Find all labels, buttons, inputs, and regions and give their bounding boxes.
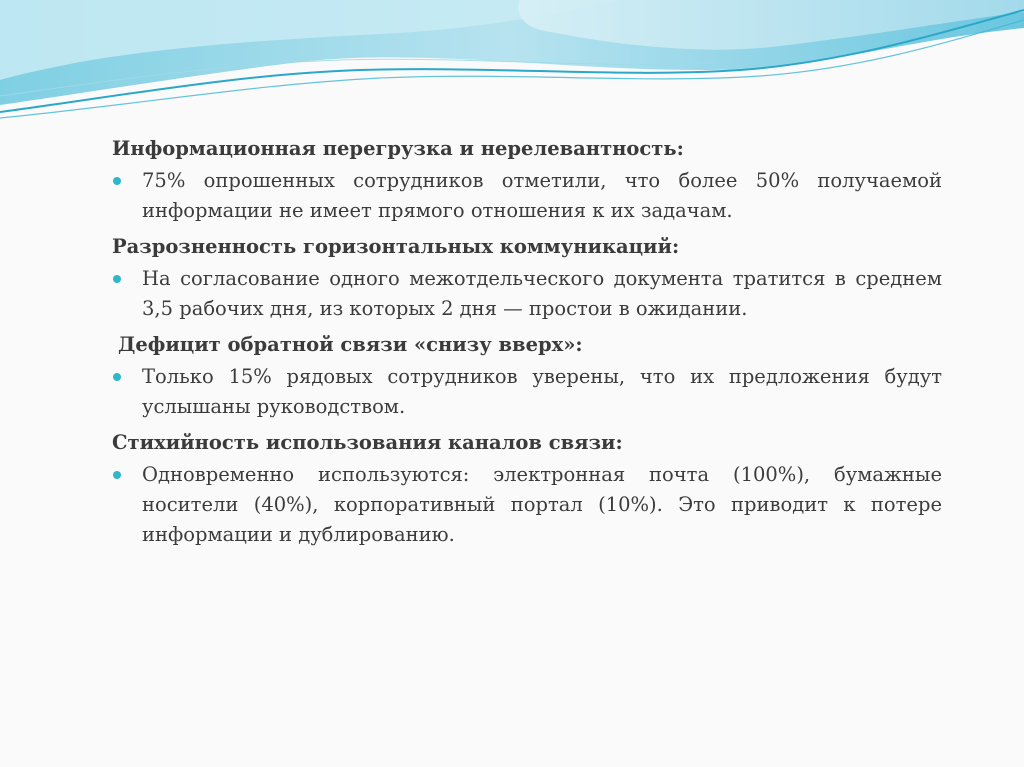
section-heading-feedback-deficit: Дефицит обратной связи «снизу вверх»: [118,333,583,356]
section-heading-information-overload: Информационная перегрузка и нерелевантность: [112,137,684,160]
bullet-text: Одновременно используются: электронная почта (100%), бумажные носители (40%), корпоративный портал (10%). Это приводит к потере информации и дублированию. [142,463,942,546]
section-heading-channel-usage: Стихийность использования каналов связи: [112,431,623,454]
bullet-text: На согласование одного межотдельческого документа тратится в среднем 3,5 рабочих дня, из которых 2 дня — простои в ожидании. [142,267,942,320]
bullet-item-feedback-deficit [112,362,942,422]
decorative-wave-header [0,0,1024,130]
bullet-dot-icon [113,373,121,381]
bullet-item-channel-usage [112,460,942,550]
section-heading-horizontal-communications: Разрозненность горизонтальных коммуникаций: [112,235,680,258]
slide-content [112,134,942,556]
bullet-dot-icon [113,275,121,283]
bullet-dot-icon [113,471,121,479]
bullet-text: Только 15% рядовых сотрудников уверены, что их предложения будут услышаны руководством. [142,365,942,418]
bullet-text: 75% опрошенных сотрудников отметили, что более 50% получаемой информации не имеет прямого отношения к их задачам. [142,169,942,222]
bullet-dot-icon [113,177,121,185]
bullet-item-information-overload [112,166,942,226]
bullet-item-horizontal-communications [112,264,942,324]
